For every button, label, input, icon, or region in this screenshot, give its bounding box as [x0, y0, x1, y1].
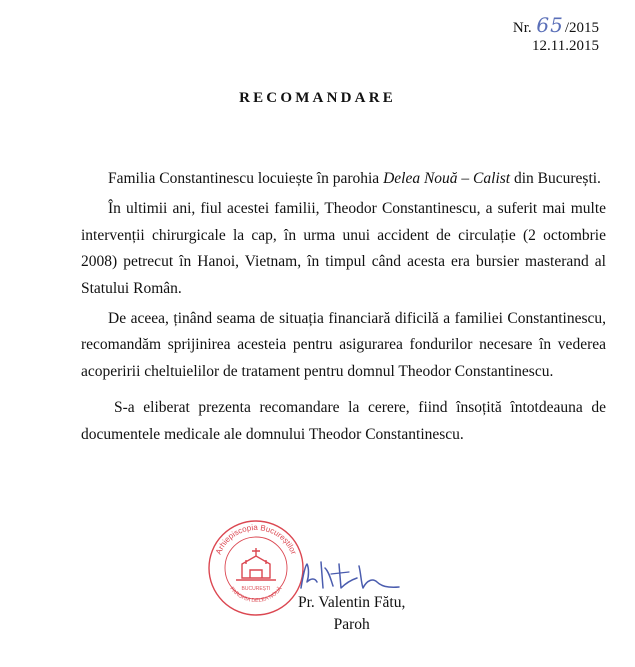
parish-stamp: [206, 518, 306, 618]
handwritten-signature: [295, 558, 405, 596]
registration-block: [512, 13, 599, 55]
document-body: [81, 166, 606, 452]
stamp-inner-text: PAROHIA DELEA NOUĂ: [228, 586, 284, 605]
paragraph-2: În ultimii ani, fiul acestei familii, Theodor Constantinescu, a suferit mai multe intervenții chirurgicale la cap, în urma unui accident de circulație (2 octombrie 2008) petrecut în Hanoi, Vietnam, în timpul când acesta era bursier masterand al Statului Român.: [81, 200, 606, 297]
signer-role: Paroh: [333, 616, 370, 633]
registration-prefix: Nr.: [512, 20, 532, 36]
signature-block: [298, 592, 405, 636]
stamp-city: BUCUREȘTI: [241, 586, 271, 592]
signer-name: Pr. Valentin Fătu,: [298, 594, 406, 611]
document-title: RECOMANDARE: [239, 90, 396, 106]
paragraph-3: De aceea, ținând seama de situația financiară dificilă a familiei Constantinescu, recomandăm sprijinirea acesteia pentru asigurarea fondurilor necesare în vederea acoperirii cheltuielilor de tratament pentru domnul Theodor Constantinescu.: [81, 310, 606, 380]
paragraph-1-end: din București.: [510, 170, 601, 187]
handwritten-number: 65: [536, 13, 564, 37]
stamp-outer-text: Arhiepiscopia Bucureștilor: [213, 522, 299, 556]
parish-name: Delea Nouă – Calist: [383, 170, 511, 187]
registration-number: [512, 13, 599, 37]
document-date: 12.11.2015: [532, 38, 599, 54]
paragraph-4: S-a eliberat prezenta recomandare la cerere, fiind însoțită întotdeauna de documentele medicale ale domnului Theodor Constantinescu.: [81, 399, 606, 443]
registration-year: /2015: [564, 20, 599, 36]
paragraph-1: [81, 166, 606, 192]
paragraph-1-start: Familia Constantinescu locuiește în parohia: [108, 170, 384, 187]
